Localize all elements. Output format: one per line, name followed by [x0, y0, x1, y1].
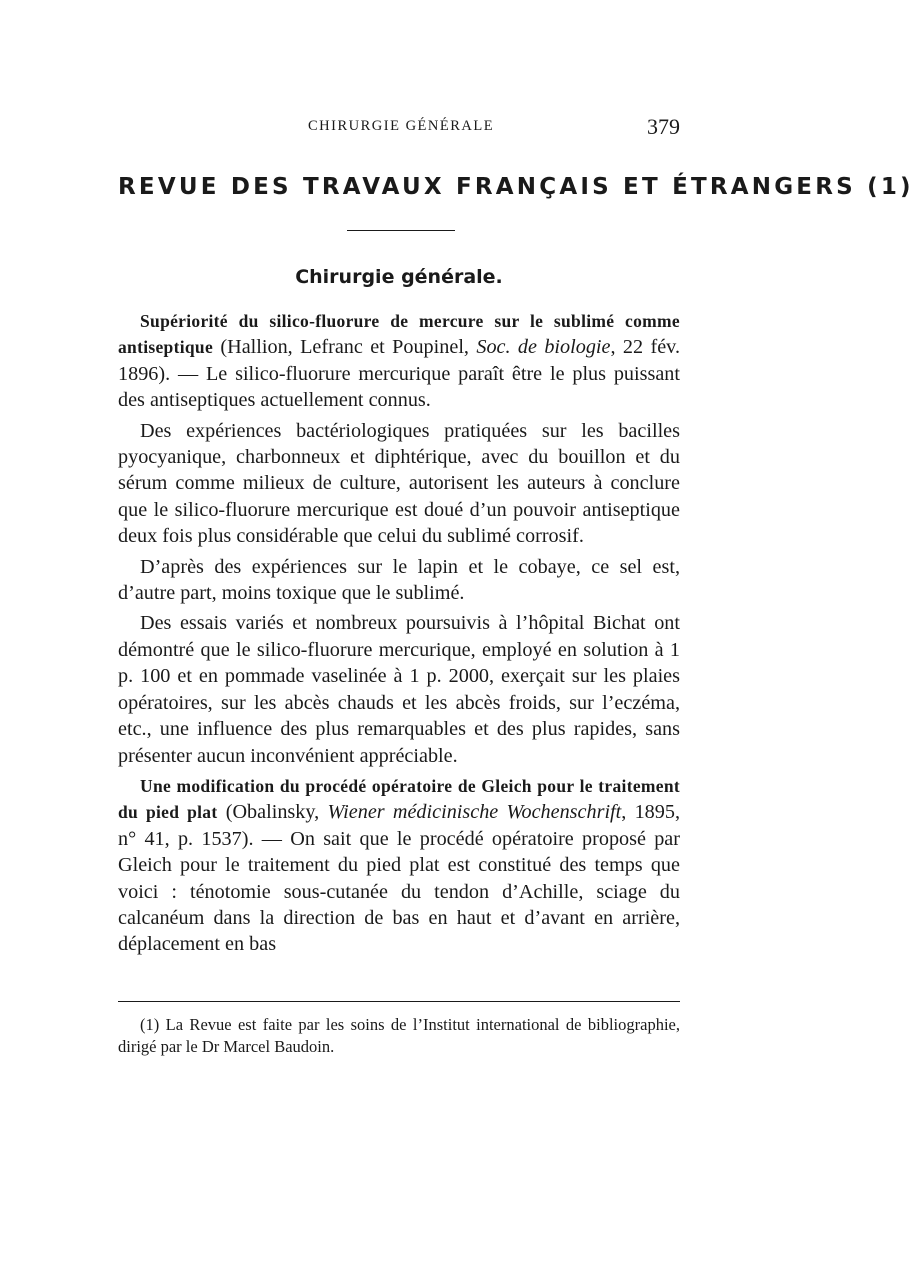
article-1-paragraph-2: D’après des expériences sur le lapin et le cobaye, ce sel est, d’autre part, moins toxique que le sublimé. — [118, 555, 680, 605]
footnote: (1) La Revue est faite par les soins de l’Institut international de bibliographie, dirigé par le Dr Marcel Baudoin. — [118, 1015, 680, 1056]
article-1-journal: Soc. de biologie — [476, 336, 611, 359]
article-2-citation-pre: (Obalinsky, — [217, 801, 328, 824]
footnote-divider — [118, 1001, 680, 1002]
article-1-citation-pre: (Hallion, Lefranc et Poupinel, — [213, 336, 477, 359]
article-2-title: Une modification du procédé opératoire de Gleich pour le traitement du pied plat — [118, 775, 680, 823]
page-number: 379 — [647, 114, 680, 139]
article-1-paragraph-3: Des essais variés et nombreux poursuivis à l’hôpital Bichat ont démontré que le silico-fluorure mercurique, employé en solution à 1 p. 100 et en pommade vaselinée à 1 p. 2000, exerçait sur les plaies opératoires, sur les abcès chauds et les abcès froids, sur l’eczéma, etc., une influence des plus remarquables et des plus rapides, sans présenter aucun inconvénient appréciable. — [118, 612, 680, 767]
footnote-marker: (1) — [867, 174, 914, 200]
section-title — [118, 174, 914, 200]
article-1-lead — [118, 308, 680, 414]
document-page — [118, 0, 914, 1262]
section-title-text: REVUE DES TRAVAUX FRANÇAIS ET ÉTRANGERS — [118, 174, 856, 200]
article-2-citation-post: , 1895, n° 41, p. 1537). — On sait que le procédé opératoire proposé par Gleich pour le traitement du pied plat est constitué des temps que voici : ténotomie sous-cutanée du tendon d’Achille, sciage du calcanéum dans la direction de bas en haut et d’avant en arrière, déplacement en bas — [118, 801, 680, 956]
subsection-title: Chirurgie générale. — [295, 266, 503, 288]
article-1-title: Supériorité du silico-fluorure de mercure sur le sublimé comme antiseptique — [118, 311, 680, 358]
article-1-paragraph-1: Des expériences bactériologiques pratiquées sur les bacilles pyocyanique, charbonneux et diphtérique, avec du bouillon et du sérum comme milieux de culture, autorisent les auteurs à conclure que le silico-fluorure mercurique est doué d’un pouvoir antiseptique deux fois plus considérable que celui du sublimé corrosif. — [118, 419, 680, 548]
section-divider — [347, 230, 455, 231]
article-2-journal: Wiener médicinische Wochenschrift — [327, 801, 622, 824]
article-1-citation-post: , 22 fév. 1896). — Le silico-fluorure mercurique paraît être le plus puissant des antiseptiques actuellement connus. — [118, 336, 680, 412]
body-text — [118, 308, 680, 962]
page-header — [118, 114, 680, 144]
article-2-lead — [118, 773, 680, 958]
running-head: CHIRURGIE GÉNÉRALE — [308, 118, 495, 134]
